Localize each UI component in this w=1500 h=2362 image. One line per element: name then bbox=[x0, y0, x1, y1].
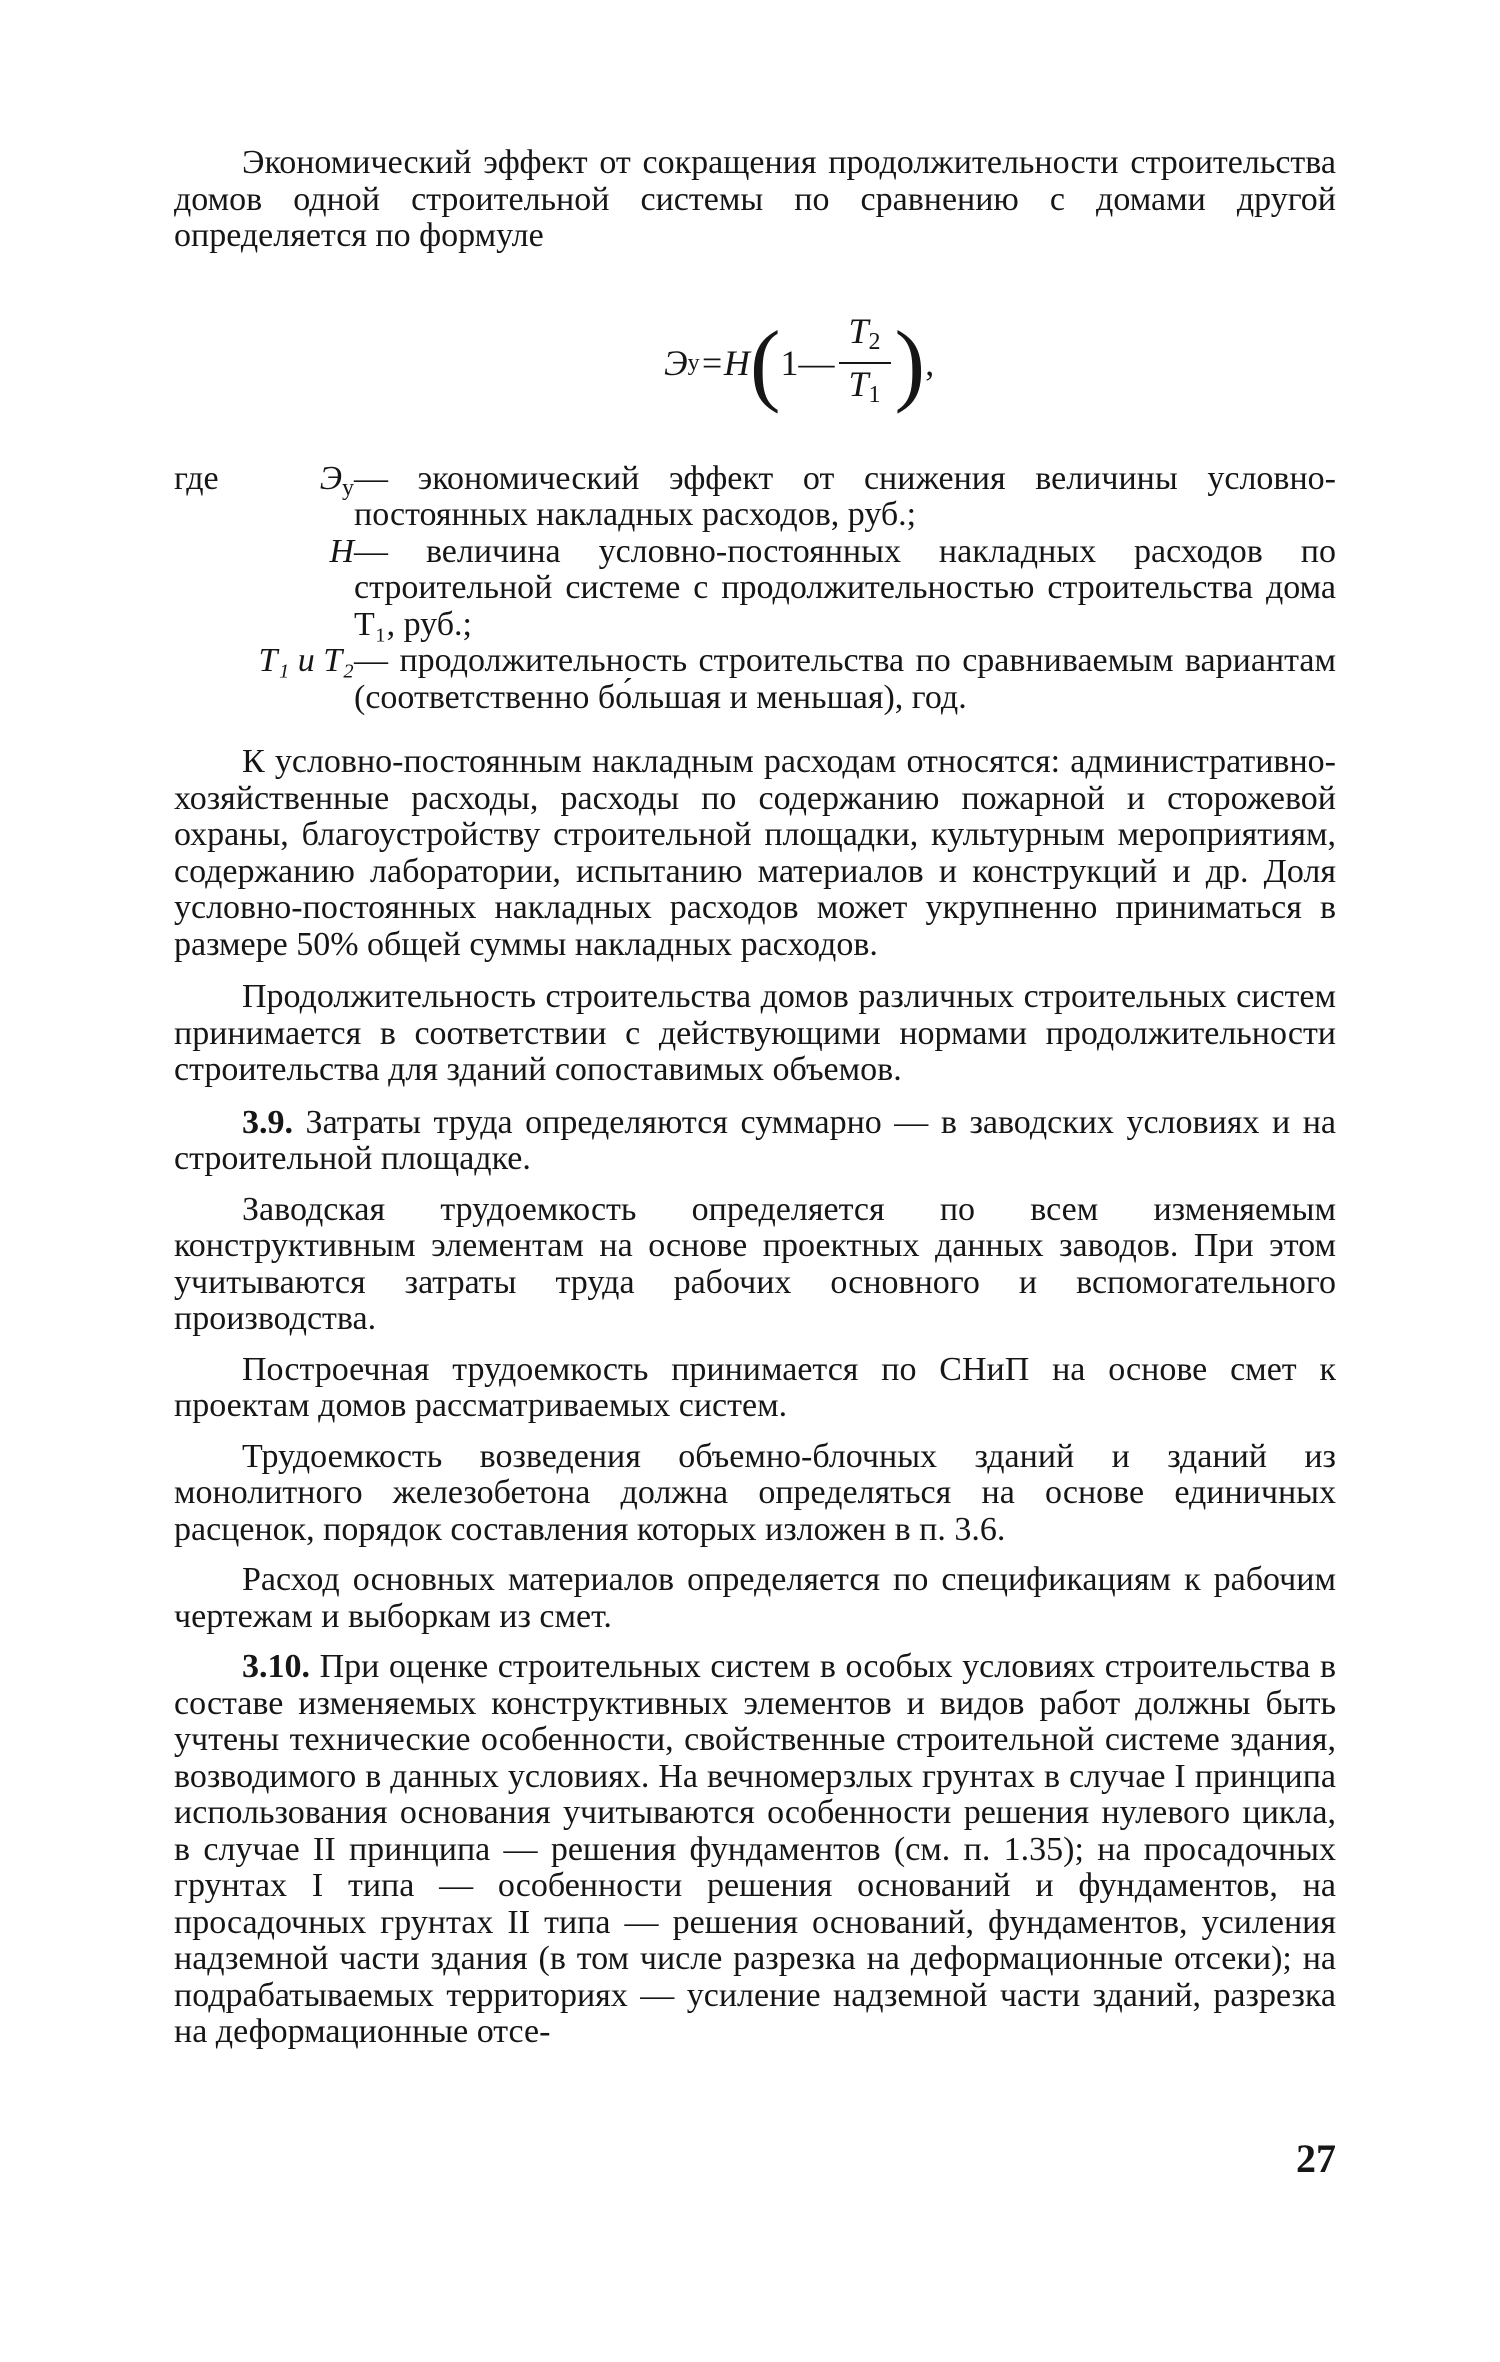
formula-one: 1— bbox=[780, 342, 835, 383]
paragraph: Расход основных материалов определяется по спецификациям к рабочим чертежам и выборкам из смет. bbox=[174, 1561, 1336, 1635]
definition-term: $Э_у$ bbox=[319, 459, 354, 501]
formula-close-paren: ) bbox=[894, 312, 926, 414]
where-label: где bbox=[174, 459, 219, 497]
intro-paragraph: Экономический эффект от сокращения продолжительности строительства домов одной строительной системы по сравнению с домами другой определяется по формуле bbox=[174, 144, 1336, 254]
formula-expression bbox=[664, 310, 935, 414]
definition-text: — экономический эффект от снижения величины условно-постоянных накладных расходов, руб.; bbox=[354, 459, 1336, 533]
formula-eq: = bbox=[699, 342, 724, 383]
definition-term: Т₁ и Т₂ bbox=[258, 642, 354, 679]
formula-numerator: $Т_2$ bbox=[839, 313, 891, 365]
section-number: 3.9. bbox=[242, 1103, 293, 1141]
definition-text: — величина условно-постоянных накладных расходов по строительной системе с продолжительностью строительства дома Т₁, руб.; bbox=[354, 532, 1336, 643]
formula-denominator: $Т_1$ bbox=[848, 364, 881, 408]
section-number: 3.10. bbox=[242, 1648, 310, 1685]
formula-lhs-sub: у bbox=[687, 349, 700, 376]
definitions bbox=[174, 461, 1336, 717]
paragraph-3-10: 3.10. При оценке строительных систем в особых условиях строительства в составе изменяемых конструктивных элементов и видов работ должны быть учтены технические особенности, свойственные строительной системе здания, возводимого в данных условиях. На вечномерзлых грунтах в случае I принципа использования основания учитываются особенности решения нулевого цикла, в случае II принципа — решения фундаментов (см. п. 1.35); на просадочных грунтах I типа — особенности решения оснований и фундаментов, на просадочных грунтах II типа — решения оснований, фундаментов, усиления надземной части здания (в том числе разрезка на деформационные отсеки); на подрабатываемых территориях — усиление надземной части зданий, разрезка на деформационные отсе- bbox=[174, 1648, 1337, 2050]
formula-h: Н bbox=[723, 342, 750, 383]
paragraph: Трудоемкость возведения объемно-блочных зданий и зданий из монолитного железобетона должна определяться на основе единичных расценок, порядок составления которых изложен в п. 3.6. bbox=[174, 1437, 1336, 1548]
paragraph: К условно-постоянным накладным расходам относятся: административно-хозяйственные расходы, расходы по содержанию пожарной и сторожевой охраны, благоустройству строительной площадки, культурным мероприятиям, содержанию лаборатории, испытанию материалов и конструкций и др. Доля условно-постоянных накладных расходов может укрупненно приниматься в размере 50% общей суммы накладных расходов. bbox=[174, 743, 1336, 963]
definition-item bbox=[174, 534, 1336, 644]
text-column bbox=[174, 145, 1336, 2051]
paragraph: Продолжительность строительства домов различных строительных систем принимается в соответствии с действующими нормами продолжительности строительства для зданий сопоставимых объемов. bbox=[174, 978, 1336, 1088]
formula bbox=[174, 255, 1336, 461]
definition-term: Н bbox=[329, 532, 354, 570]
formula-fraction bbox=[839, 310, 891, 414]
definition-text: — продолжительность строительства по сравниваемым вариантам (соответственно бо́льшая и меньшая), год. bbox=[354, 642, 1336, 716]
formula-tail: , bbox=[925, 342, 935, 383]
definition-item bbox=[174, 643, 1336, 716]
paragraph-3-9: 3.9. Затраты труда определяются суммарно — в заводских условиях и на строительной площадке. bbox=[174, 1103, 1336, 1177]
definition-item bbox=[174, 461, 1336, 534]
page-number: 27 bbox=[1296, 2136, 1336, 2181]
formula-lhs: Э bbox=[664, 342, 688, 383]
paragraph: Заводская трудоемкость определяется по всем изменяемым конструктивным элементам на основе проектных данных заводов. При этом учитываются затраты труда рабочих основного и вспомогательного производства. bbox=[174, 1190, 1336, 1337]
formula-open-paren: ( bbox=[749, 312, 781, 414]
paragraph: Построечная трудоемкость принимается по СНиП на основе смет к проектам домов рассматриваемых систем. bbox=[174, 1350, 1336, 1424]
